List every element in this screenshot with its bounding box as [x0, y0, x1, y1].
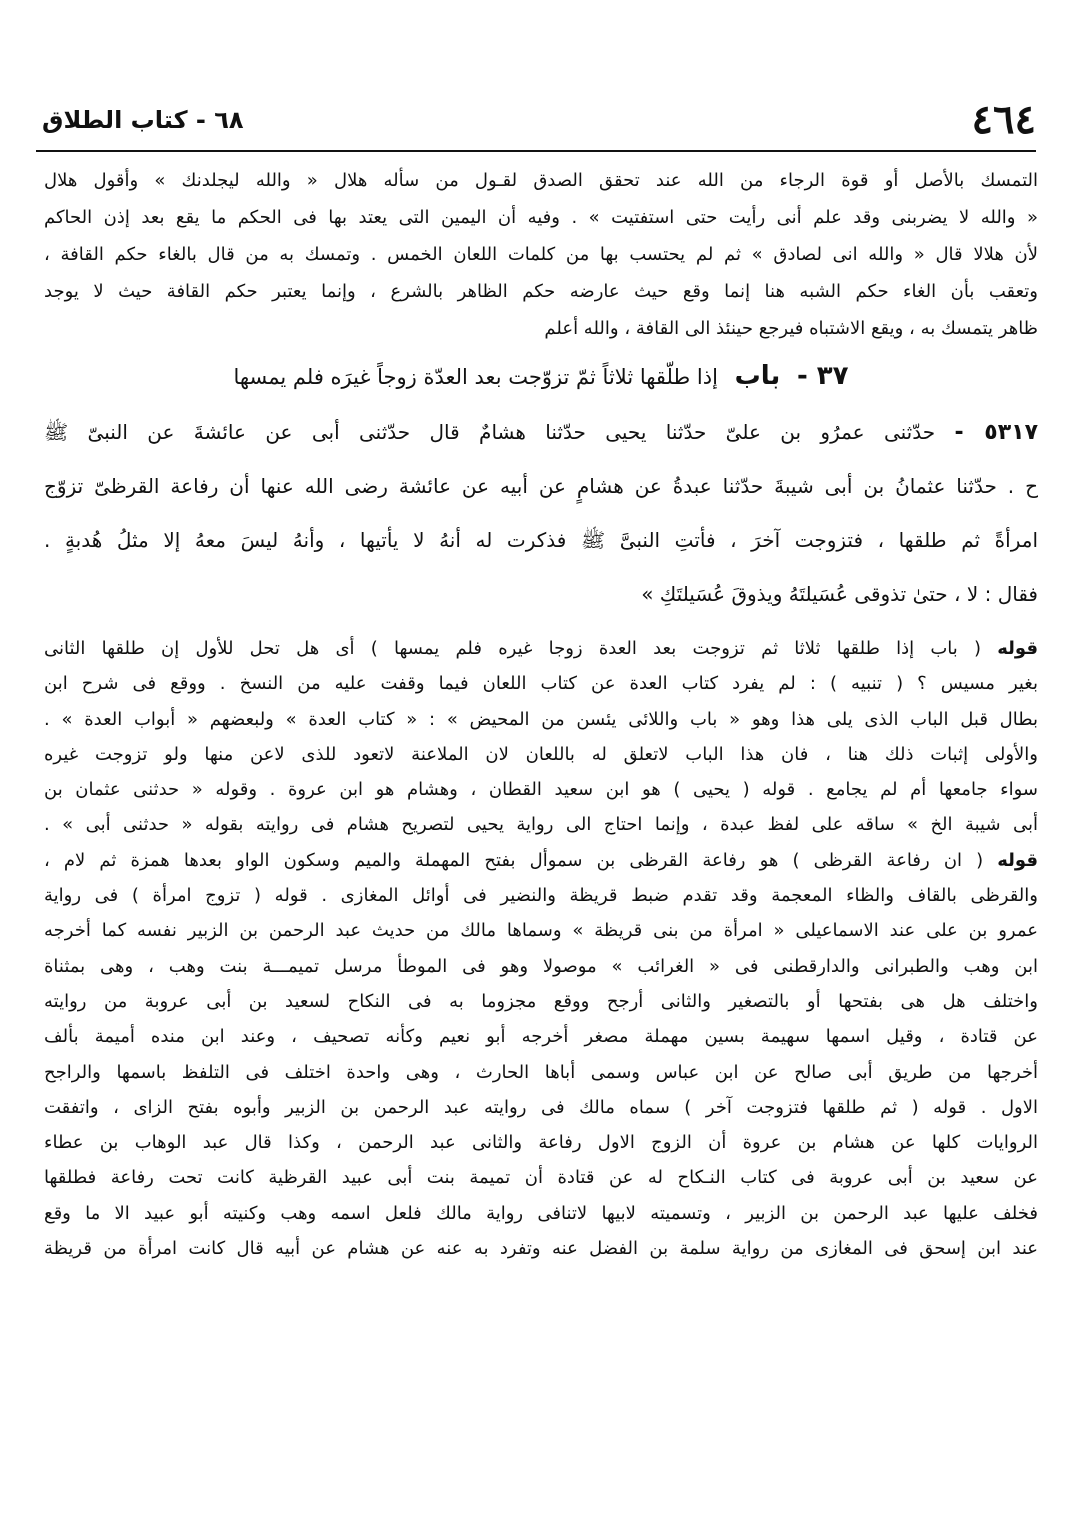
commentary-line: أخرجها من طريق أبى صالح عن ابن عباس وسمى أباها الحارث ، وهى واحدة اختلف فى التلفظ باسمها والراجح	[44, 1061, 1038, 1083]
commentary-text	[44, 631, 1038, 1266]
chapter-heading-word: باب	[734, 361, 781, 391]
page-header	[36, 92, 1036, 152]
text-line: « والله لا يضربنى وقد علم أنى رأيت حتى استفتيت » . وفيه أن اليمين التى يعتد بها فى الحكم ما يقع بعد إذن الحاكم	[44, 207, 1038, 228]
hadith-line: ح . حدّثنا عثمانُ بن أبى شيبةَ حدّثنا عبدةُ عن هشامٍ عن أبيه عن عائشة رضى الله عنها أن رفاعة القرظىّ تزوّج	[44, 474, 1038, 498]
commentary-line: بطال قبل الباب الذى يلى هذا وهو « باب واللائى يئسن من المحيض » : « كتاب العدة » ولبعضهم « أبواب العدة » .	[44, 708, 1038, 730]
commentary-line: والأولى إثبات ذلك هنا ، فان هذا الباب لاتعلق له باللعان لان الملاعنة لاتعود للذى لاعن منها ولو تزوجت غيره	[44, 743, 1038, 765]
commentary-line: سواء جامعها أم لم يجامع . قوله ( يحيى ) هو ابن سعيد القطان ، وهشام هو ابن عروة . وقوله « حدثنى عثمان بن	[44, 779, 1038, 801]
hadith-text	[44, 405, 1038, 621]
commentary-keyword: قوله	[997, 638, 1038, 659]
header-divider	[36, 150, 1036, 152]
hadith-line: امرأةً ثم طلقها ، فتزوجت آخرَ ، فأتتِ النبىَّ ﷺ فذكرت له أنهُ لا يأتيها ، وأنهُ ليسَ معهُ إلا مثلُ هُدبةٍ .	[44, 528, 1038, 552]
page-number: ٤٦٤	[971, 96, 1036, 143]
commentary-line: عند ابن إسحق فى المغازى من رواية سلمة بن الفضل عنه وتفرد به عنه عن هشام عن أبيه قال كانت امرأة من قريظة	[44, 1238, 1038, 1260]
text-line: وتعقب بأن الغاء حكم الشبه هنا إنما وقع حيث عارضه حكم الظاهر بالشرع ، وإنما يعتبر حكم القافة حيث لا يوجد	[44, 281, 1038, 302]
commentary-line: فخلف عليها عبد الرحمن بن الزبير ، وتسميته لابيها لاتنافى رواية مالك فلعل اسمه وهب وكنيته أبو عبيد الا ما وقع	[44, 1202, 1038, 1224]
commentary-line: عن سعيد بن أبى عروبة فى كتاب النـكاح له عن قتادة أن تميمة بنت أبى عبيد القرظية كانت تحت رفاعة فطلقها	[44, 1167, 1038, 1189]
chapter-title: ٦٨ - كتاب الطلاق	[42, 106, 244, 134]
commentary-line: واختلف هل هى بفتحها أو بالتصغير والثانى أرجح ووقع مجزوما به فى النكاح لسعيد بن أبى عروبة من روايته	[44, 990, 1038, 1012]
commentary-line: عمرو بن على عند الاسماعيلى « امرأة من بنى قريظة » وسماها مالك من حديث عبد الرحمن بن الزبير نفسه كما أخرجه	[44, 920, 1038, 942]
commentary-line: الروايات كلها عن هشام بن عروة أن الزوج الاول رفاعة والثانى عبد الرحمن ، وكذا قال عبد الوهاب بن عطاء	[44, 1132, 1038, 1154]
chapter-heading	[44, 351, 1038, 401]
hadith-number: ٥٣١٧ -	[954, 420, 1038, 445]
commentary-line: عن قتادة ، وقيل اسمها سهيمة بسين مهملة مصغر أخرجه أبو نعيم وكأنه تصحيف ، وعند ابن منده أميمة بألف	[44, 1026, 1038, 1048]
commentary-line: ابن وهب والطبرانى والدارقطنى فى « الغرائب » موصولا وهو فى الموطأ مرسل تميمـــة بنت وهب ، وهى بمثناة	[44, 955, 1038, 977]
text-line: لأن هلالا قال « والله انى لصادق » ثم لم يحتسب بها من كلمات اللعان الخمس . وتمسك به من قال بالغاء حكم القافة ،	[44, 244, 1038, 265]
chapter-heading-title: إذا طلّقها ثلاثاً ثمّ تزوّجت بعد العدّة زوجاً غيرَه فلم يمسها	[233, 365, 718, 389]
commentary-line: قوله ( ان رفاعة القرظى ) هو رفاعة القرظى بن سموأل بفتح المهملة والميم وسكون الواو بعدها همزة ثم لام ،	[44, 849, 1038, 871]
text-line: التمسك بالأصل أو قوة الرجاء من الله عند تحقق الصدق لقـول من سأله هلال « والله ليجلدنك » وأقول هلال	[44, 170, 1038, 191]
continuation-paragraph	[44, 162, 1038, 347]
commentary-line: بغير مسيس ؟ ( تنبيه ) : لم يفرد كتاب العدة عن كتاب اللعان فيما وقفت عليه من النسخ . ووقع فى شرح ابن	[44, 673, 1038, 695]
hadith-line: فقال : لا ، حتىٰ تذوقى عُسَيلتَهُ ويذوقَ عُسَيلتَكِ »	[641, 582, 1038, 606]
hadith-line: ٥٣١٧ - حدّثنى عمرُو بن علىّ حدّثنا يحيى حدّثنا هشامٌ قال حدّثنى أبى عن عائشةَ عن النبىّ ﷺ	[44, 420, 1038, 445]
commentary-keyword: قوله	[997, 849, 1038, 871]
text-line: ظاهر يتمسك به ، ويقع الاشتباه فيرجع حينئذ الى القافة ، والله أعلم	[544, 318, 1038, 339]
commentary-line: الاول . قوله ( ثم طلقها فتزوجت آخر ) سماه مالك فى روايته عبد الرحمن بن الزبير وأبوه بفتح الزاى ، واتفقت	[44, 1096, 1038, 1118]
commentary-line: والقرظى بالقاف والظاء المعجمة وقد تقدم ضبط قريظة والنضير فى أوائل المغازى . قوله ( تزوج امرأة ) فى رواية	[44, 885, 1038, 907]
commentary-line: أبى شيبة الخ » ساقه على لفظ عبدة ، وإنما احتاج الى رواية يحيى لتصريح هشام فى روايته بقوله « حدثنى أبى » .	[44, 814, 1038, 836]
chapter-heading-number: ٣٧ -	[796, 361, 849, 391]
page-body	[44, 162, 1038, 1266]
commentary-line: قوله ( باب إذا طلقها ثلاثا ثم تزوجت بعد العدة زوجا غيره فلم يمسها ) أى هل تحل للأول إن طلقها الثانى	[44, 638, 1038, 659]
